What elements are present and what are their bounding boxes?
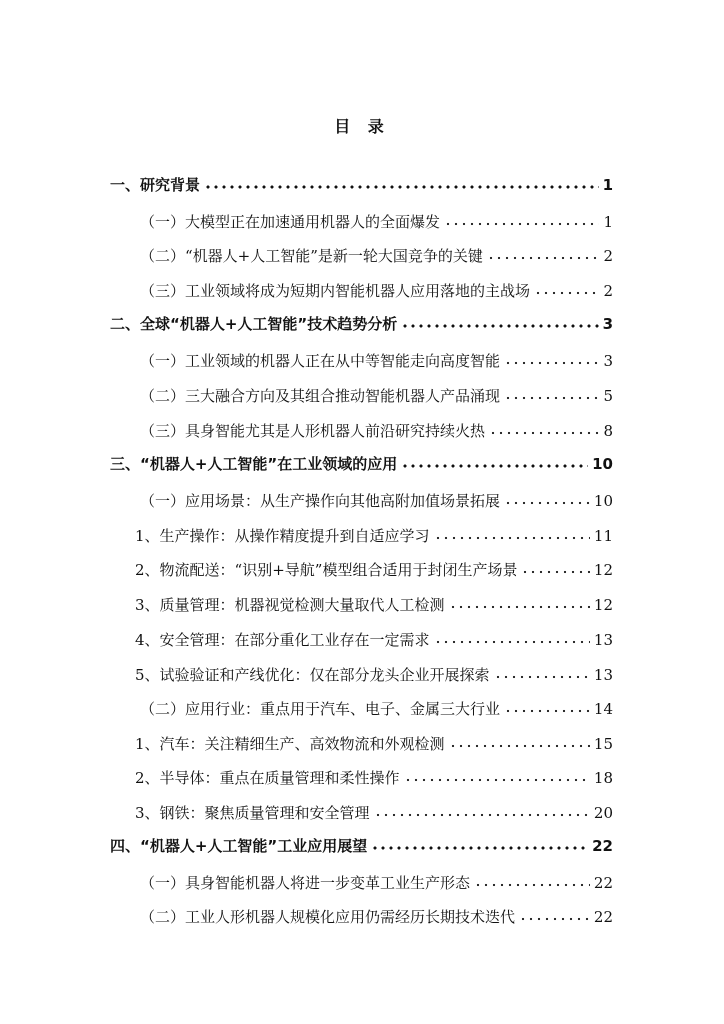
toc-entry-section[interactable] [140, 209, 613, 233]
toc-entry-title: （二）三大融合方向及其组合推动智能机器人产品涌现 [140, 387, 501, 405]
toc-entry-title: （三）工业领域将成为短期内智能机器人应用落地的主战场 [140, 282, 531, 300]
toc-entry-section[interactable] [140, 348, 613, 372]
dot-leader [504, 706, 590, 716]
toc-entry-title: （二）应用行业：重点用于汽车、电子、金属三大行业 [140, 700, 501, 718]
dot-leader [449, 741, 590, 751]
toc-entry-chapter[interactable] [110, 833, 613, 857]
toc-entry-title: 一、研究背景 [110, 176, 201, 194]
toc-entry-title: （二）工业人形机器人规模化应用仍需经历长期技术迭代 [140, 908, 516, 926]
toc-entry-chapter[interactable] [110, 172, 613, 196]
toc-entry-title: （一）应用场景：从生产操作向其他高附加值场景拓展 [140, 492, 501, 510]
toc-entry-section[interactable] [140, 243, 613, 267]
toc-page-number: 22 [593, 908, 613, 926]
dot-leader [444, 219, 599, 229]
toc-entry-title: （一）工业领域的机器人正在从中等智能走向高度智能 [140, 352, 501, 370]
toc-entry-title: 4、安全管理：在部分重化工业存在一定需求 [135, 631, 430, 649]
toc-entry-title: 1、生产操作：从操作精度提升到自适应学习 [135, 527, 430, 545]
toc-page-number: 20 [593, 804, 613, 822]
toc-entry-subsection[interactable] [135, 523, 613, 547]
toc-page-number: 12 [593, 561, 613, 579]
dot-leader [449, 602, 590, 612]
page-title: 目 录 [334, 117, 390, 136]
toc-entry-section[interactable] [140, 696, 613, 720]
toc-entry-title: 1、汽车：关注精细生产、高效物流和外观检测 [135, 735, 445, 753]
dot-leader [521, 567, 589, 577]
dot-leader [434, 533, 590, 543]
dot-leader [519, 914, 590, 924]
toc-entry-chapter[interactable] [110, 311, 613, 335]
toc-entry-title: 2、半导体：重点在质量管理和柔性操作 [135, 769, 400, 787]
toc-entry-title: 2、物流配送：“识别+导航”模型组合适用于封闭生产场景 [135, 561, 518, 579]
toc-entry-section[interactable] [140, 870, 613, 894]
toc-entry-title: （一）大模型正在加速通用机器人的全面爆发 [140, 213, 441, 231]
toc-entry-section[interactable] [140, 383, 613, 407]
dot-leader [401, 321, 598, 331]
toc-entry-subsection[interactable] [135, 662, 613, 686]
toc-page-number: 15 [593, 735, 613, 753]
toc-page-number: 22 [593, 874, 613, 892]
dot-leader [534, 288, 599, 298]
toc-page-number: 8 [603, 422, 613, 440]
toc-page-number: 13 [593, 631, 613, 649]
dot-leader [371, 843, 588, 853]
toc-page-number: 2 [603, 282, 613, 300]
toc-entry-title: 5、试验验证和产线优化：仅在部分龙头企业开展探索 [135, 666, 490, 684]
toc-page-number: 12 [593, 596, 613, 614]
dot-leader [487, 253, 599, 263]
toc-entry-title: 二、全球“机器人+人工智能”技术趋势分析 [110, 315, 398, 333]
toc-page-number: 18 [593, 769, 613, 787]
toc-entry-title: （二）“机器人+人工智能”是新一轮大国竞争的关键 [140, 247, 483, 265]
toc-entry-subsection[interactable] [135, 557, 613, 581]
toc-entry-subsection[interactable] [135, 731, 613, 755]
toc-entry-title: 三、“机器人+人工智能”在工业领域的应用 [110, 455, 398, 473]
toc-page-number: 1 [603, 213, 613, 231]
dot-leader [374, 810, 590, 820]
dot-leader [434, 637, 590, 647]
dot-leader [504, 393, 599, 403]
toc-entry-chapter[interactable] [110, 451, 613, 475]
toc-entry-title: 3、钢铁：聚焦质量管理和安全管理 [135, 804, 370, 822]
toc-page-number: 10 [593, 492, 613, 510]
toc-page-number: 1 [602, 176, 613, 194]
toc-page-number: 5 [603, 387, 613, 405]
dot-leader [489, 428, 599, 438]
toc-entry-subsection[interactable] [135, 765, 613, 789]
toc-entry-subsection[interactable] [135, 627, 613, 651]
dot-leader [474, 880, 590, 890]
toc-page-number: 14 [593, 700, 613, 718]
toc-page-number: 22 [592, 837, 613, 855]
toc-entry-section[interactable] [140, 278, 613, 302]
toc-entry-title: （三）具身智能尤其是人形机器人前沿研究持续火热 [140, 422, 486, 440]
toc-entry-title: 四、“机器人+人工智能”工业应用展望 [110, 837, 368, 855]
toc-page-number: 13 [593, 666, 613, 684]
toc-entry-section[interactable] [140, 488, 613, 512]
dot-leader [504, 498, 590, 508]
dot-leader [494, 672, 590, 682]
dot-leader [504, 358, 599, 368]
dot-leader [204, 182, 599, 192]
dot-leader [401, 461, 588, 471]
dot-leader [404, 775, 590, 785]
toc-entry-subsection[interactable] [135, 800, 613, 824]
toc-entry-title: （一）具身智能机器人将进一步变革工业生产形态 [140, 874, 471, 892]
toc-entry-subsection[interactable] [135, 592, 613, 616]
toc-page-number: 3 [603, 352, 613, 370]
toc-page-number: 11 [593, 527, 613, 545]
toc-page-number: 2 [603, 247, 613, 265]
toc-page-number: 3 [602, 315, 613, 333]
toc-entry-section[interactable] [140, 904, 613, 928]
toc-entry-section[interactable] [140, 418, 613, 442]
toc-entry-title: 3、质量管理：机器视觉检测大量取代人工检测 [135, 596, 445, 614]
toc-page-number: 10 [592, 455, 613, 473]
